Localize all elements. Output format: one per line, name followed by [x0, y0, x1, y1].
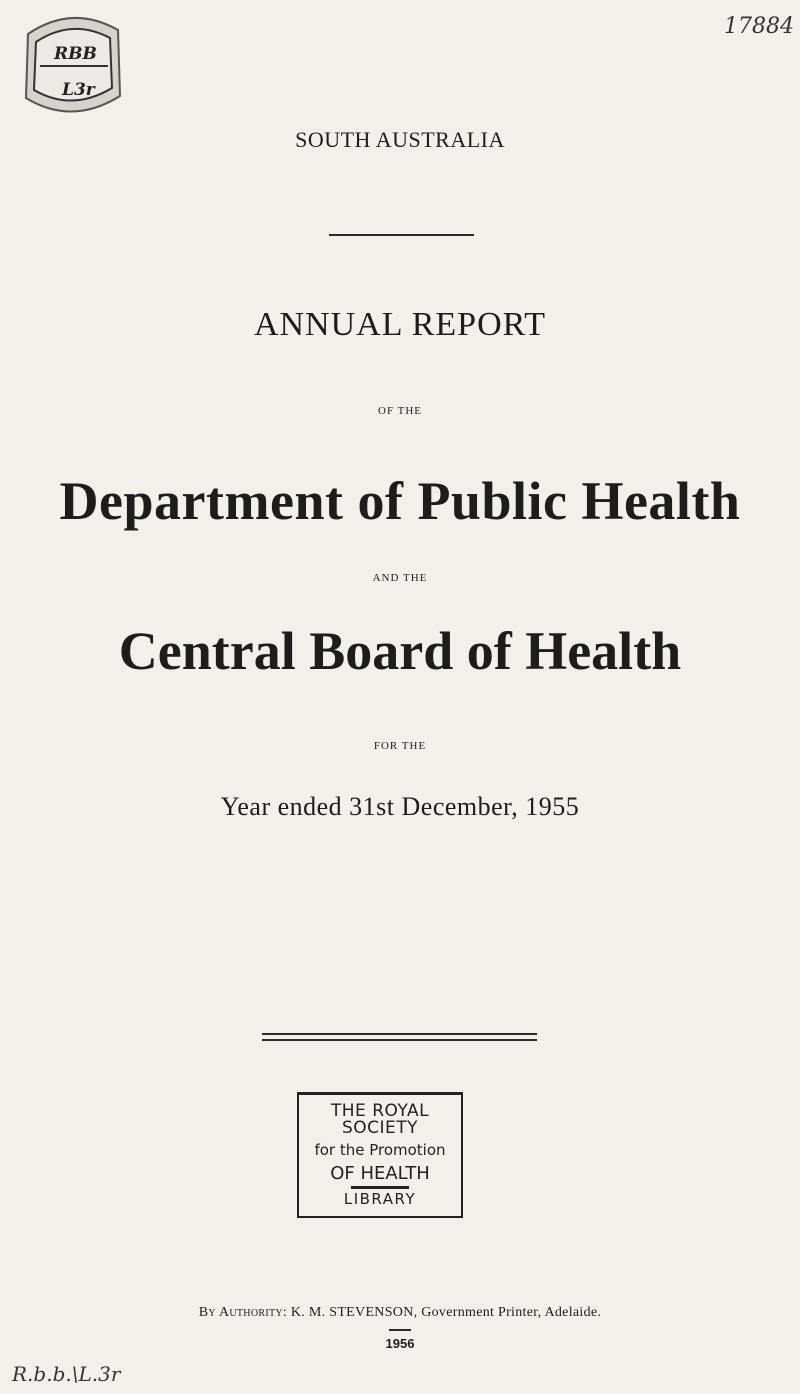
stamp-underline [351, 1186, 409, 1189]
double-rule-lower [262, 1039, 537, 1041]
year-line: Year ended 31st December, 1955 [220, 792, 580, 821]
catalogue-label-top: RBB [54, 44, 97, 64]
department-heading: Department of Public Health [59, 471, 741, 531]
stamp-line-promotion: for the Promotion [314, 1141, 446, 1159]
report-title: ANNUAL REPORT [253, 306, 547, 343]
library-stamp [297, 1092, 463, 1218]
handwritten-accession-number: 17884 [724, 14, 794, 39]
catalogue-label-badge-icon [20, 10, 124, 120]
board-heading: Central Board of Health [118, 621, 682, 681]
divider-rule [329, 234, 474, 236]
imprint-by-authority: By Authority: [198, 1305, 288, 1320]
stamp-line-library: LIBRARY [343, 1190, 417, 1208]
catalogue-label-bottom: L3r [62, 80, 95, 100]
stamp-line-society: THE ROYAL SOCIETY [330, 1101, 430, 1138]
print-year: 1956 [385, 1336, 415, 1351]
connector-for-the: FOR THE [373, 740, 427, 752]
handwritten-shelf-mark: R.b.b.\L.3r [12, 1362, 121, 1386]
imprint-printer: K. M. STEVENSON, Government Printer, Adelaide. [290, 1305, 602, 1320]
connector-of-the: OF THE [378, 405, 422, 417]
printer-imprint [0, 1305, 800, 1321]
state-heading: SOUTH AUSTRALIA [295, 127, 505, 152]
connector-and-the: AND THE [372, 572, 428, 584]
double-rule-upper [262, 1033, 537, 1035]
stamp-line-health: OF HEALTH [330, 1163, 430, 1184]
imprint-rule [389, 1329, 411, 1331]
catalogue-label-sticker [20, 10, 124, 120]
